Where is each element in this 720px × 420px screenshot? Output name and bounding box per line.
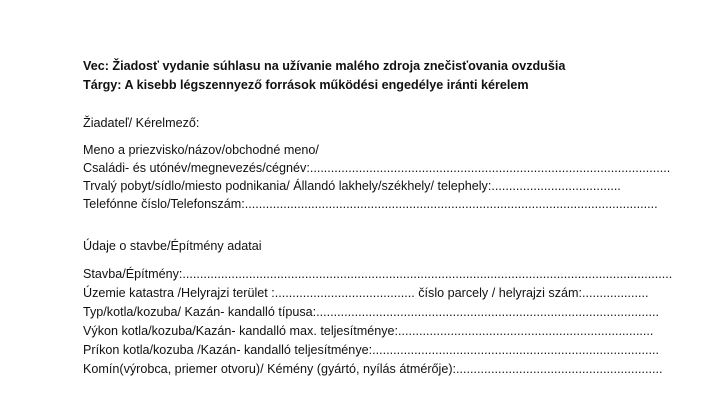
document-title-hungarian: Tárgy: A kisebb légszennyező források működési engedélye iránti kérelem xyxy=(83,78,529,92)
building-heading: Údaje o stavbe/Építmény adatai xyxy=(83,239,262,253)
boiler-input-power-field: Príkon kotla/kozuba /Kazán- kandalló teljesítménye:.................................................................................. xyxy=(83,343,660,357)
boiler-max-output-field: Výkon kotla/kozuba/Kazán- kandalló max. teljesítménye:......................................................................... xyxy=(83,324,654,338)
document-title-slovak: Vec: Žiadosť vydanie súhlasu na užívanie malého zdroja znečisťovania ovzdušia xyxy=(83,59,566,73)
building-field: Stavba/Építmény:............................................................................................................................................ xyxy=(83,267,673,281)
applicant-heading: Žiadateľ/ Kérelmező: xyxy=(83,116,200,130)
applicant-phone-field: Telefónne číslo/Telefonszám:...................................................................................................................... xyxy=(83,197,658,211)
chimney-field: Komín(výrobca, priemer otvoru)/ Kémény (gyártó, nyílás átmérője):........................................................... xyxy=(83,362,663,376)
applicant-name-label: Meno a priezvisko/názov/obchodné meno/ xyxy=(83,143,319,157)
applicant-name-field: Családi- és utónév/megnevezés/cégnév:....................................................................................................... xyxy=(83,161,671,175)
cadastral-area-field: Územie katastra /Helyrajzi terület :........................................ číslo parcely / helyrajzi szám:................... xyxy=(83,286,649,300)
applicant-address-field: Trvalý pobyt/sídlo/miesto podnikania/ Állandó lakhely/székhely/ telephely:..................................... xyxy=(83,179,621,193)
boiler-type-field: Typ/kotla/kozuba/ Kazán- kandalló típusa:.................................................................................................. xyxy=(83,305,660,319)
